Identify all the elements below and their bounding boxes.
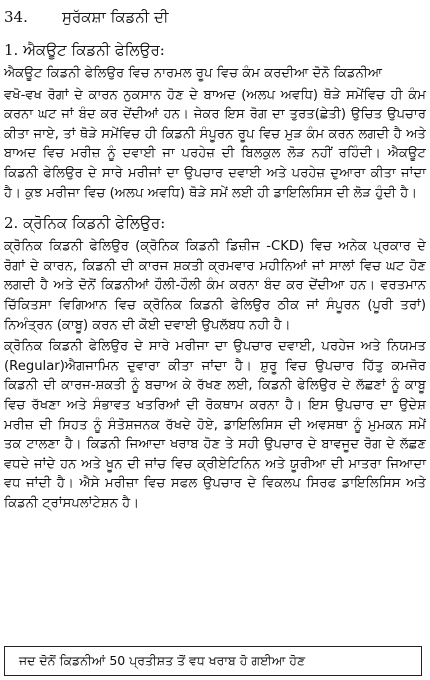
note-box <box>4 646 422 676</box>
paragraph: ਐਕਊਟ ਕਿਡਨੀ ਫੇਲਿਉਰ ਵਿਚ ਨਾਰਮਲ ਰੂਪ ਵਿਚ ਕੰਮ ਕਰਦੀਆ ਦੋਨੋ ਕਿਡਨੀਆ <box>4 66 383 81</box>
section-heading: 2. ਕ੍ਰੋਨਿਕ ਕਿਡਨੀ ਫੇਲਿਉਰ: <box>4 214 166 233</box>
paragraph: ਕ੍ਰੋਨਿਕ ਕਿਡਨੀ ਫੇਲਿਉਰ ਦੇ ਸਾਰੇ ਮਰੀਜਾ ਦਾ ਉਪਚਾਰ ਦਵਾਈ, ਪਰਹੇਜ ਅਤੇ ਨਿਯਮਤ (Regular)ਐਗਜਾਮਿਨ ਦੁਵਾਰਾ ਕੀਤਾ ਜਾਂਦਾ ਹੈ। ਸ਼ੁਰੂ ਵਿਚ ਉਪਚਾਰ ਹਿੱਤੁ ਕਮਜੋਰ ਕਿਡਨੀ ਦੀ ਕਾਰਜ-ਸ਼ਕਤੀ ਨੂੰ ਬਚਾਅ ਕੇ ਰੱਖਣ ਲਈ, ਕਿਡਨੀ ਫੇਲਿਉਰ ਦੇ ਲੱਛਣਾਂ ਨੂੰ ਕਾਬੂ ਵਿਚ ਰੱਖਣਾ ਅਤੇ ਸੰਭਾਵਤ ਖਤਰਿਆਂ ਦੀ ਰੋਕਥਾਮ ਕਰਨਾ ਹੈ। ਇਸ ਉਪਚਾਰ ਦਾ ਉਦੇਸ਼ ਮਰੀਜ਼ ਦੀ ਸਿਹਤ ਨੂੰ ਸੰਤੋਸ਼ਜਨਕ ਰੱਖਦੇ ਹੋਏ, ਡਾਇਲਿਸਿਸ ਦੀ ਅਵਸਥਾ ਨੂੰ ਮੁਮਕਨ ਸਮੇਂ ਤਕ ਟਾਲਣਾ ਹੈ। ਕਿਡਨੀ ਜਿਆਦਾ ਖਰਾਬ ਹੋਣ ਤੇ ਸਹੀ ਉਪਚਾਰ ਦੇ ਬਾਵਜੂਦ ਰੋਗ ਦੇ ਲੱਛਣ ਵਧਦੇ ਜਾਂਦੇ ਹਨ ਅਤੇ ਖੂਨ ਦੀ ਜਾਂਚ ਵਿਚ ਕ੍ਰੀਏਟਿਨਿਨ ਅਤੇ ਯੂਰੀਆ ਦੀ ਮਾਤਰਾ ਜਿਆਦਾ ਵਧ ਜਾਂਦੀ ਹੈ। ਐਸੇ ਮਰੀਜ਼ਾ ਵਿਚ ਸਫਲ ਉਪਚਾਰ ਦੇ ਵਿਕਲਪ ਸਿਰਫ ਡਾਇਲਿਸਿਸ ਅਤੇ ਕਿਡਨੀ ਟ੍ਰਾਂਸਪਲਾਂਟੇਸ਼ਨ ਹੈ। <box>4 339 426 511</box>
page-title: ਸੁਰੱਕਸ਼ਾ ਕਿਡਨੀ ਦੀ <box>62 8 169 26</box>
paragraph: ਕ੍ਰੋਨਿਕ ਕਿਡਨੀ ਫੇਲਿਉਰ (ਕ੍ਰੋਨਿਕ ਕਿਡਨੀ ਡਿਜ਼ੀਜ -CKD) ਵਿਚ ਅਨੇਕ ਪ੍ਰਕਾਰ ਦੇ ਰੋਗਾਂ ਦੇ ਕਾਰਨ, ਕਿਡਨੀ ਦੀ ਕਾਰਜ ਸ਼ਕਤੀ ਕ੍ਰਮਵਾਰ ਮਹੀਨਿਆਂ ਜਾਂ ਸਾਲਾਂ ਵਿਚ ਘਟ ਹੋਣ ਲਗਦੀ ਹੈ ਅਤੇ ਦੋਨੋਂ ਕਿਡਨੀਆਂ ਹੌਲੀ-ਹੌਲੀ ਕੰਮ ਕਰਨਾ ਬੰਦ ਕਰ ਦੇਂਦੀਆ ਹਨ। ਵਰਤਮਾਨ ਚਿੱਕਿਤਸਾ ਵਿਗਿਆਨ ਵਿਚ ਕ੍ਰੋਨਿਕ ਕਿਡਨੀ ਫੇਲਿਉਰ ਠੀਕ ਜਾਂ ਸੰਪੂਰਨ (ਪੂਰੀ ਤਰਾਂ) ਨਿਅੰਤ੍ਰਨ (ਕਾਬੂ) ਕਰਨ ਦੀ ਕੋਈ ਦਵਾਈ ਉਪਲੱਬਧ ਨਹੀ ਹੈ। <box>4 239 426 333</box>
paragraph: ਵਖੋ-ਵਖ ਰੋਗਾਂ ਦੇ ਕਾਰਨ ਨੁਕਸਾਨ ਹੋਣ ਦੇ ਬਾਅਦ (ਅਲਪ ਅਵਧਿ) ਥੋੜੇ ਸਮੇਂਵਿਚ ਹੀ ਕੰਮ ਕਰਨਾ ਘਟ ਜਾਂ ਬੰਦ ਕਰ ਦੇਂਦੀਆਂ ਹਨ। ਜੇਕਰ ਇਸ ਰੋਗ ਦਾ ਤੁਰਤ(ਛੇਤੀ) ਉਚਿਤ ਉਪਚਾਰ ਕੀਤਾ ਜਾਏ, ਤਾਂ ਥੋੜੇ ਸਮੇਂਵਿਚ ਹੀ ਕਿਡਨੀ ਸੰਪੂਰਨ ਰੂਪ ਵਿਚ ਮੁੜ ਕੰਮ ਕਰਨ ਲਗਦੀ ਹੈ ਅਤੇ ਬਾਅਦ ਵਿਚ ਮਰੀਜ਼ ਨੂੰ ਦਵਾਈ ਜਾ ਪਰਹੇਜ਼ ਦੀ ਬਿਲਕੁਲ ਲੋੜ ਨਹੀਂ ਰਹਿੰਦੀ। ਐਕਊਟ ਕਿਡਨੀ ਫੇਲਿਉਰ ਦੇ ਸਾਰੇ ਮਰੀਜਾਂ ਦਾ ਉਪਚਾਰ ਦਵਾਈ ਅਤੇ ਪਰਹੇਜ਼ ਦੁਆਰਾ ਕੀਤਾ ਜਾਂਦਾ ਹੈ। ਕੁਝ ਮਰੀਜਾ ਵਿਚ (ਅਲਪ ਅਵਧਿ) ਥੋੜੇ ਸਮੇਂ ਲਈ ਹੀ ਡਾਇਲਿਸਿਸ ਦੀ ਲੋੜ ਹੁੰਦੀ ਹੈ। <box>4 87 426 201</box>
section-heading: 1. ਐਕਊਟ ਕਿਡਨੀ ਫੇਲਿਉਰ: <box>4 41 165 59</box>
note-text: ਜਦ ਦੋਨੋਂ ਕਿਡਨੀਆਂ 50 ਪ੍ਰਤੀਸ਼ਤ ਤੋਂ ਵਧ ਖਰਾਬ ਹੋ ਗਈਆ ਹੋਣ <box>19 653 306 668</box>
page-header <box>4 4 426 30</box>
page-number: 34. <box>4 8 28 26</box>
section-acute-kidney-failure <box>4 40 426 203</box>
document-page <box>4 4 426 515</box>
section-chronic-kidney-failure <box>4 213 426 513</box>
